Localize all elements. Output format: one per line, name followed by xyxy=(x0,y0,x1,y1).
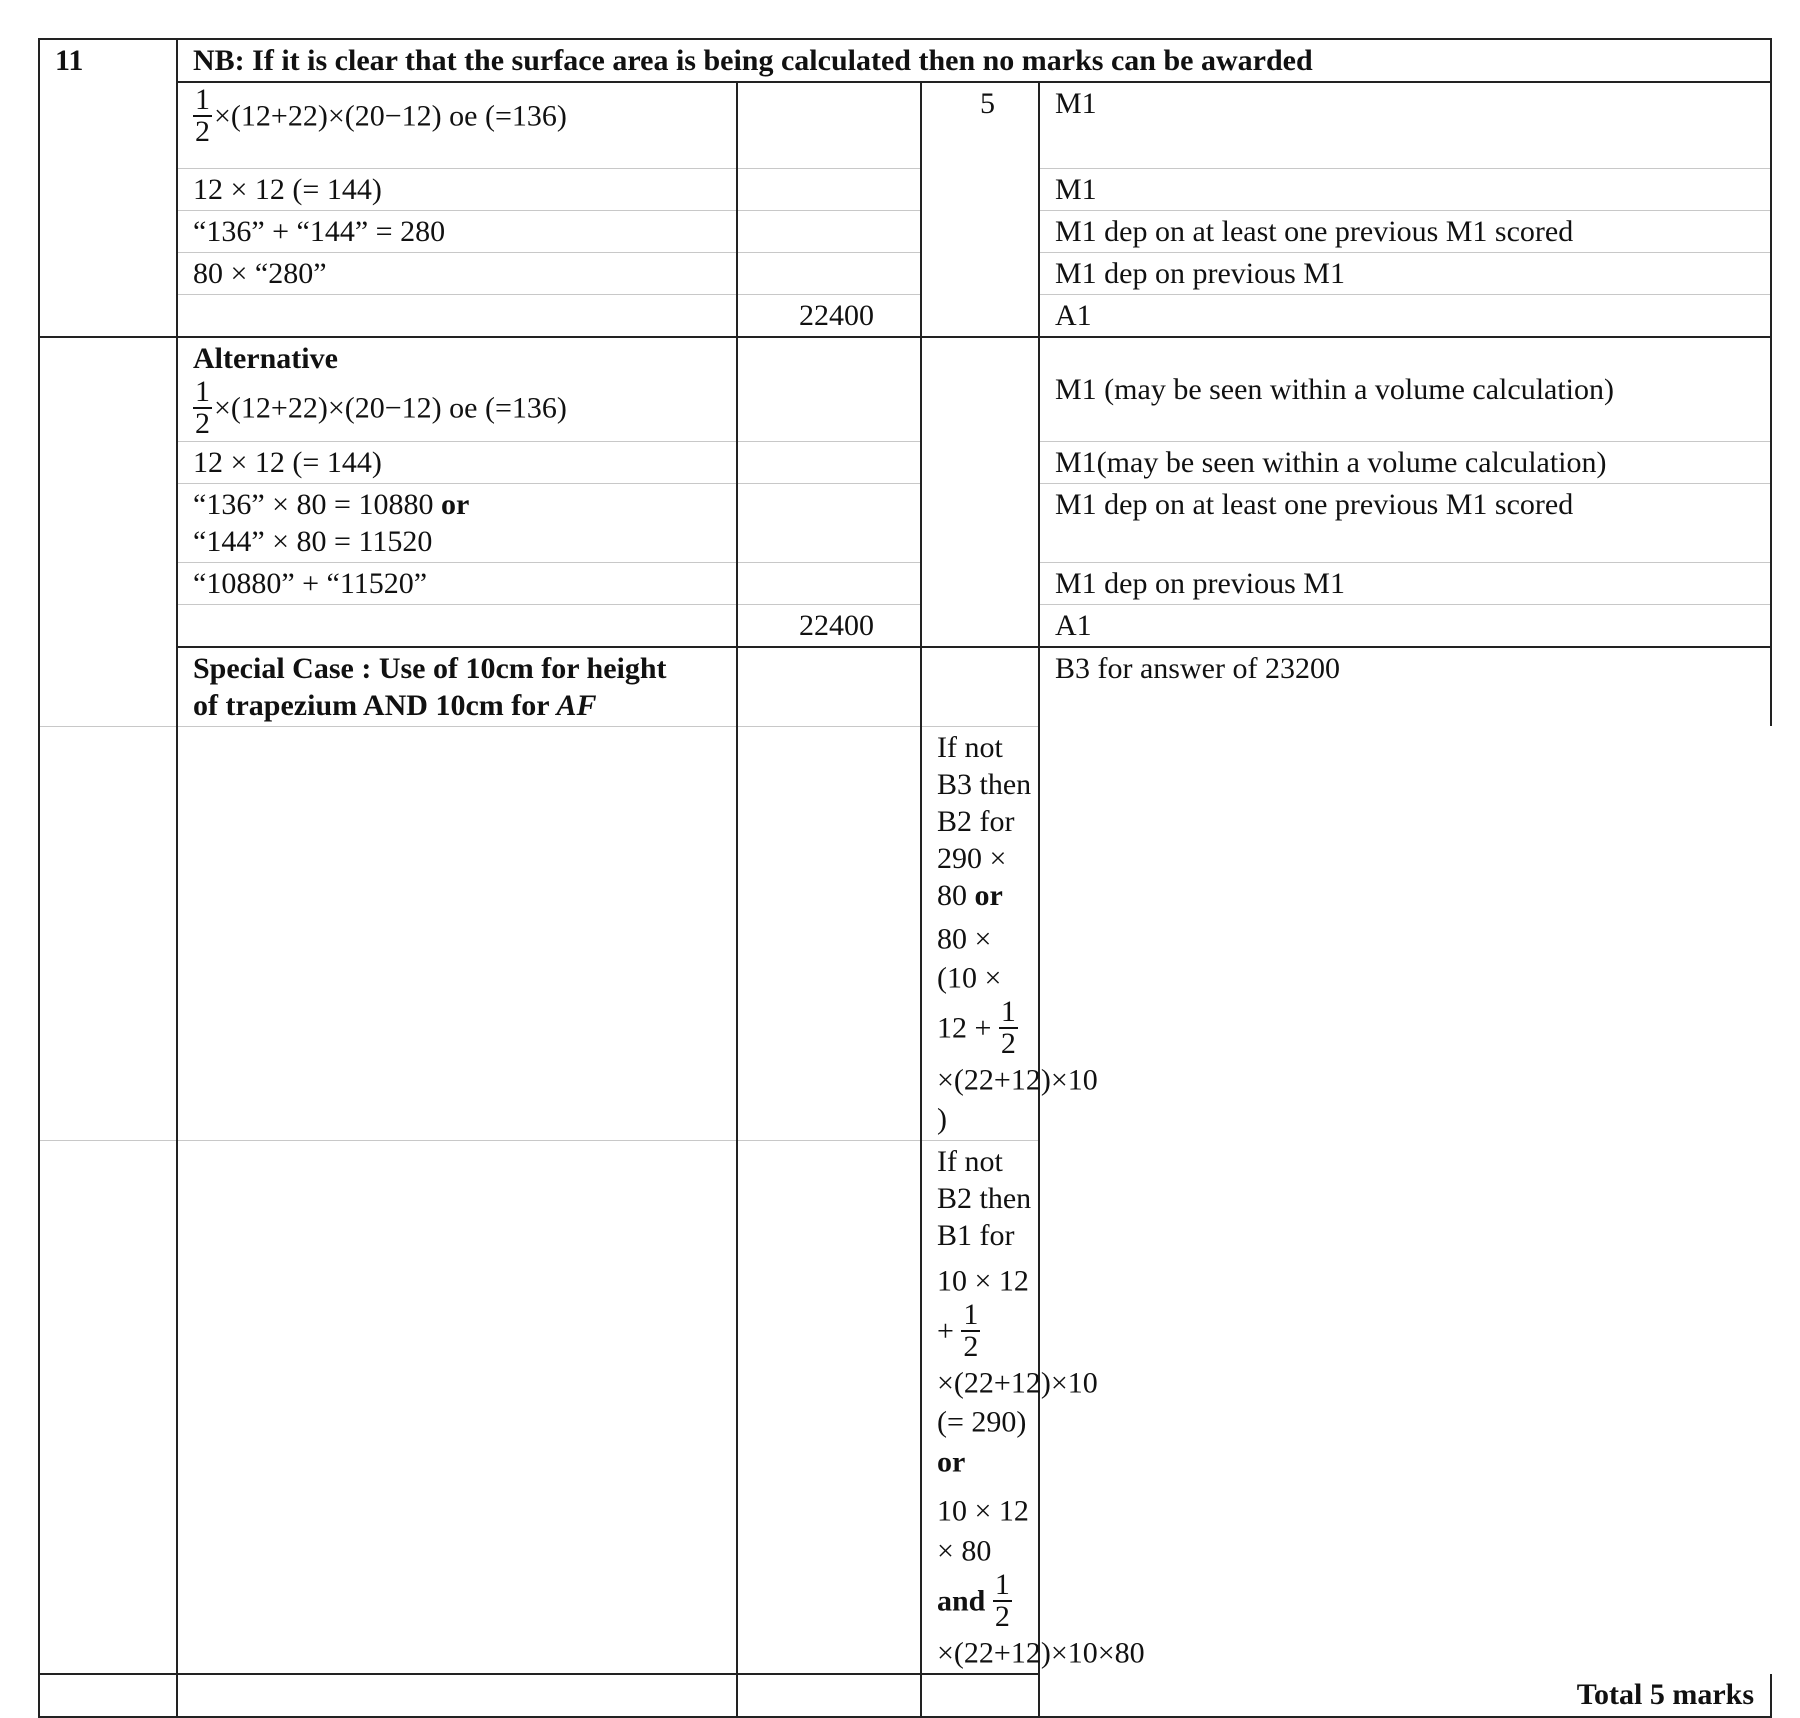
special-answer-2 xyxy=(177,726,737,1140)
alt-working-4: “10880” + “11520” xyxy=(177,562,737,604)
alt-row-5 xyxy=(39,604,1771,647)
main-mark-2: M1 xyxy=(1039,168,1771,210)
alt-working-5 xyxy=(177,604,737,647)
main-answer-3 xyxy=(737,210,921,252)
alt-working-2: 12 × 12 (= 144) xyxy=(177,441,737,483)
special-working-2 xyxy=(39,726,177,1140)
alt-answer: 22400 xyxy=(737,604,921,647)
main-row-5 xyxy=(39,294,1771,337)
main-mark-4: M1 dep on previous M1 xyxy=(1039,252,1771,294)
alt-mark-2: M1(may be seen within a volume calculation) xyxy=(1039,441,1771,483)
alt-working-3: “136” × 80 = 10880 or “144” × 80 = 11520 xyxy=(177,483,737,562)
main-working-1: $\frac{1}{2}$ ×(12+22)×(20−12) oe (=136) xyxy=(177,82,737,168)
special-answer-3 xyxy=(177,1140,737,1674)
total-marks: Total 5 marks xyxy=(1039,1674,1771,1717)
main-answer-2 xyxy=(737,168,921,210)
fraction-half: $\frac{1}{2}$ xyxy=(195,83,210,148)
total-row xyxy=(39,1674,1771,1717)
special-b1: If not B2 then B1 for 10 × 12 + $\frac{1}{2}$ ×(22+12)×10 (= 290) or 10 × 12 × 80 and $\frac{1}{2}$ ×(22+12)×10×80 xyxy=(921,1140,1039,1674)
note-text: NB: If it is clear that the surface area is being calculated then no marks can be awarded xyxy=(177,39,1771,82)
alt-mark-1: M1 (may be seen within a volume calculation) xyxy=(1039,337,1771,442)
main-answer-1 xyxy=(737,82,921,168)
special-marks-2 xyxy=(737,726,921,1140)
alt-answer-4 xyxy=(737,562,921,604)
total-answer-cell xyxy=(737,1674,921,1717)
main-working-5 xyxy=(177,294,737,337)
main-row-1 xyxy=(39,82,1771,168)
special-row-3 xyxy=(39,1140,1771,1674)
main-row-2 xyxy=(39,168,1771,210)
main-working-2: 12 × 12 (= 144) xyxy=(177,168,737,210)
mark-scheme-table xyxy=(38,38,1772,1718)
main-answer-4 xyxy=(737,252,921,294)
main-mark-5: A1 xyxy=(1039,294,1771,337)
alt-answer-3 xyxy=(737,483,921,562)
main-row-4 xyxy=(39,252,1771,294)
alt-row-3 xyxy=(39,483,1771,562)
special-marks-3 xyxy=(737,1140,921,1674)
main-mark-3: M1 dep on at least one previous M1 scored xyxy=(1039,210,1771,252)
note-row xyxy=(39,39,1771,82)
fraction-half: $\frac{1}{2}$ xyxy=(994,1567,1010,1633)
fraction-half: $\frac{1}{2}$ xyxy=(1000,994,1016,1060)
alt-answer-1 xyxy=(737,337,921,442)
special-working-3 xyxy=(39,1140,177,1674)
special-row-1 xyxy=(39,647,1771,727)
alt-marks-cell xyxy=(921,337,1039,647)
main-working-3: “136” + “144” = 280 xyxy=(177,210,737,252)
alt-row-4 xyxy=(39,562,1771,604)
special-row-2 xyxy=(39,726,1771,1140)
total-q-cell xyxy=(39,1674,177,1717)
special-marks-1 xyxy=(921,647,1039,727)
main-mark-1: M1 xyxy=(1039,82,1771,168)
special-b3: B3 for answer of 23200 xyxy=(1039,647,1771,727)
main-working-4: 80 × “280” xyxy=(177,252,737,294)
alt-heading: Alternative xyxy=(193,341,338,375)
alt-answer-2 xyxy=(737,441,921,483)
alt-mark-4: M1 dep on previous M1 xyxy=(1039,562,1771,604)
alt-mark-5: A1 xyxy=(1039,604,1771,647)
total-working-cell xyxy=(177,1674,737,1717)
total-marks-cell xyxy=(921,1674,1039,1717)
special-b2: If not B3 then B2 for 290 × 80 or 80 × (10 × 12 + $\frac{1}{2}$ ×(22+12)×10 ) xyxy=(921,726,1039,1140)
alt-row-1 xyxy=(39,337,1771,442)
alt-question-cell xyxy=(39,337,177,727)
fraction-half: $\frac{1}{2}$ xyxy=(195,374,210,440)
alt-working-1: Alternative $\frac{1}{2}$ ×(12+22)×(20−12) oe (=136) xyxy=(177,337,737,442)
special-heading: Special Case : Use of 10cm for height of trapezium AND 10cm for AF xyxy=(177,647,737,727)
main-row-3 xyxy=(39,210,1771,252)
special-answer-1 xyxy=(737,647,921,727)
alt-mark-3: M1 dep on at least one previous M1 scored xyxy=(1039,483,1771,562)
alt-row-2 xyxy=(39,441,1771,483)
question-number: 11 xyxy=(39,39,177,337)
fraction-half: $\frac{1}{2}$ xyxy=(963,1297,979,1363)
main-total-marks: 5 xyxy=(921,82,1039,337)
main-answer: 22400 xyxy=(737,294,921,337)
